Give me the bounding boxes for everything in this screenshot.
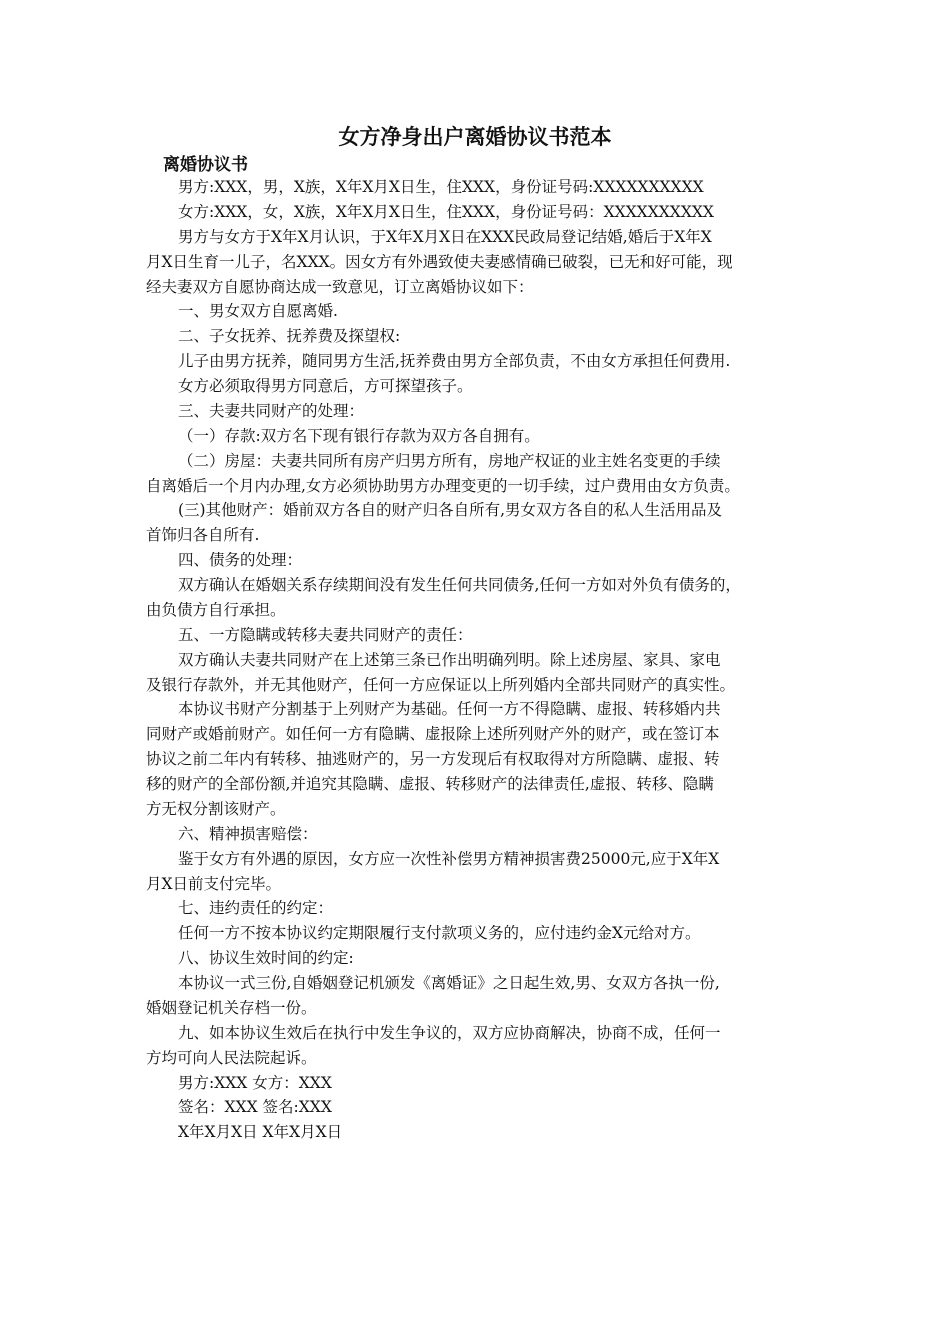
paragraph-line: 婚姻登记机关存档一份。 [146,999,317,1017]
paragraph-line: 月X日生育一儿子，名XXX。因女方有外遇致使夫妻感情确已破裂，已无和好可能，现 [146,253,733,271]
paragraph-line: 月X日前支付完毕。 [146,875,282,893]
paragraph-line: 九、如本协议生效后在执行中发生争议的，双方应协商解决，协商不成，任何一 [178,1024,721,1042]
paragraph-line: 方无权分割该财产。 [146,800,286,818]
paragraph-line: 双方确认夫妻共同财产在上述第三条已作出明确列明。除上述房屋、家具、家电 [178,651,721,669]
paragraph-line: （二）房屋：夫妻共同所有房产归男方所有，房地产权证的业主姓名变更的手续 [178,452,721,470]
paragraph-line: 三、夫妻共同财产的处理： [178,402,365,420]
paragraph-line: 儿子由男方抚养，随同男方生活,抚养费由男方全部负责，不由女方承担任何费用. [178,352,731,370]
paragraph-line: 方均可向人民法院起诉。 [146,1049,317,1067]
paragraph-line: (三)其他财产：婚前双方各自的财产归各自所有,男女双方各自的私人生活用品及 [178,501,723,519]
paragraph-line: 一、男女双方自愿离婚. [178,302,338,320]
paragraph-line: 六、精神损害赔偿： [178,825,318,843]
paragraph-line: 签名：XXX 签名:XXX [178,1098,332,1116]
paragraph-line: 本协议一式三份,自婚姻登记机颁发《离婚证》之日起生效,男、女双方各执一份, [178,974,720,992]
paragraph-line: 自离婚后一个月内办理,女方必须协助男方办理变更的一切手续，过户费用由女方负责。 [146,477,740,495]
paragraph-line: 男方与女方于X年X月认识，于X年X月X日在XXX民政局登记结婚,婚后于X年X [178,228,712,246]
paragraph-line: 男方:XXX 女方：XXX [178,1074,332,1092]
paragraph-line: 任何一方不按本协议约定期限履行支付款项义务的，应付违约金X元给对方。 [178,924,701,942]
paragraph-line: 及银行存款外，并无其他财产，任何一方应保证以上所列婚内全部共同财产的真实性。 [146,676,736,694]
paragraph-line: 由负债方自行承担。 [146,601,286,619]
paragraph-line: 经夫妻双方自愿协商达成一致意见，订立离婚协议如下： [146,278,534,296]
paragraph-line: 女方:XXX，女，X族，X年X月X日生，住XXX，身份证号码：XXXXXXXXXX [178,203,714,221]
paragraph-line: 男方:XXX，男，X族，X年X月X日生，住XXX，身份证号码:XXXXXXXXXX [178,178,704,196]
paragraph-line: 首饰归各自所有. [146,526,260,544]
paragraph-line: 女方必须取得男方同意后，方可探望孩子。 [178,377,473,395]
paragraph-line: （一）存款:双方名下现有银行存款为双方各自拥有。 [178,427,540,445]
paragraph-line: 同财产或婚前财产。如任何一方有隐瞒、虚报除上述所列财产外的财产，或在签订本 [146,725,720,743]
paragraph-line: 移的财产的全部份额,并追究其隐瞒、虚报、转移财产的法律责任,虚报、转移、隐瞒 [146,775,714,793]
paragraph-line: 双方确认在婚姻关系存续期间没有发生任何共同债务,任何一方如对外负有债务的， [178,576,741,594]
paragraph-line: X年X月X日 X年X月X日 [178,1123,343,1141]
document-subtitle: 离婚协议书 [163,155,248,175]
paragraph-line: 协议之前二年内有转移、抽逃财产的，另一方发现后有权取得对方所隐瞒、虚报、转 [146,750,720,768]
paragraph-line: 本协议书财产分割基于上列财产为基础。任何一方不得隐瞒、虚报、转移婚内共 [178,700,721,718]
paragraph-line: 八、协议生效时间的约定: [178,949,354,967]
document-title: 女方净身出户离婚协议书范本 [338,125,612,149]
paragraph-line: 七、违约责任的约定： [178,899,334,917]
paragraph-line: 鉴于女方有外遇的原因，女方应一次性补偿男方精神损害费25000元,应于X年X [178,850,720,868]
paragraph-line: 二、子女抚养、抚养费及探望权: [178,327,401,345]
paragraph-line: 四、债务的处理： [178,551,303,569]
paragraph-line: 五、一方隐瞒或转移夫妻共同财产的责任： [178,626,473,644]
